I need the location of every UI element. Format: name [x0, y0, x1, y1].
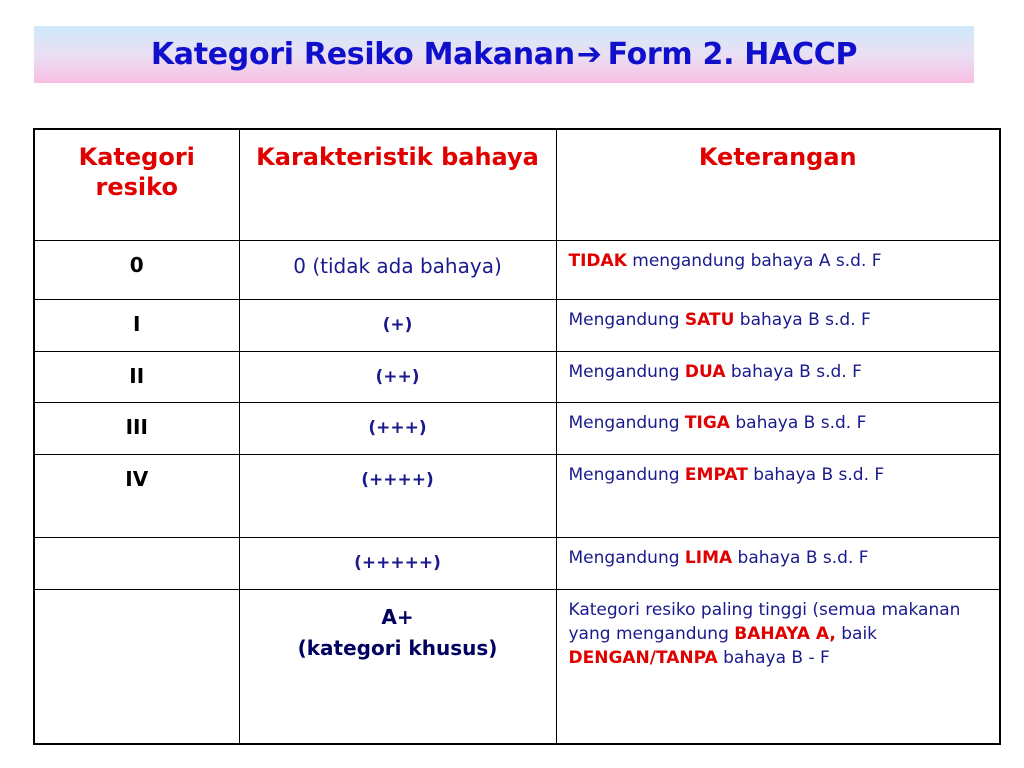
category-cell: IV [34, 454, 239, 537]
title-part2: Form 2. HACCP [607, 37, 858, 72]
table-row [34, 537, 1000, 589]
desc-highlight: EMPAT [684, 464, 748, 485]
desc-post: bahaya B s.d. F [734, 309, 871, 330]
characteristic-cell: (+) [239, 299, 556, 351]
table-row-special [34, 589, 1000, 744]
arrow-right-icon: ➔ [576, 37, 602, 72]
category-cell: III [34, 402, 239, 454]
desc-highlight: DUA [684, 361, 726, 382]
header-karakteristik-bahaya: Karakteristik bahaya [239, 129, 556, 240]
title-banner [34, 26, 974, 83]
characteristic-cell: (+++++) [239, 537, 556, 589]
title-part1: Kategori Resiko Makanan [150, 37, 575, 72]
desc-post: bahaya B - F [717, 647, 830, 668]
desc-pre: Mengandung [568, 464, 685, 485]
header-kategori-resiko: Kategori resiko [34, 129, 239, 240]
desc-highlight: SATU [684, 309, 735, 330]
category-cell: II [34, 351, 239, 402]
desc-post: bahaya B s.d. F [732, 547, 869, 568]
description-cell [556, 537, 1000, 589]
description-cell [556, 454, 1000, 537]
table-row [34, 454, 1000, 537]
characteristic-line1: A+ [381, 604, 414, 629]
desc-highlight-bahaya-a: BAHAYA A [734, 623, 830, 644]
desc-pre: Mengandung [568, 412, 685, 433]
table-row [34, 240, 1000, 299]
risk-category-table [33, 128, 1001, 745]
desc-pre: Kategori resiko paling tinggi (semua makanan yang mengandung [568, 599, 961, 644]
characteristic-cell: (++++) [239, 454, 556, 537]
desc-post: bahaya B s.d. F [747, 464, 885, 485]
characteristic-line2: (kategori khusus) [297, 635, 498, 660]
desc-comma: , [829, 623, 836, 644]
desc-highlight-dengan-tanpa: DENGAN/TANPA [568, 647, 718, 668]
desc-post: mengandung bahaya A s.d. F [626, 250, 882, 271]
page-title [151, 37, 857, 72]
category-cell: I [34, 299, 239, 351]
description-cell [556, 402, 1000, 454]
table-row [34, 351, 1000, 402]
desc-mid: baik [835, 623, 878, 644]
characteristic-cell: (++) [239, 351, 556, 402]
table-header-row [34, 129, 1000, 240]
category-cell: 0 [34, 240, 239, 299]
description-cell [556, 299, 1000, 351]
table-row [34, 299, 1000, 351]
desc-post: bahaya B s.d. F [725, 361, 862, 382]
category-cell [34, 537, 239, 589]
header-keterangan: Keterangan [556, 129, 1000, 240]
desc-highlight: TIDAK [568, 250, 627, 271]
category-cell [34, 589, 239, 744]
characteristic-cell: (+++) [239, 402, 556, 454]
description-cell [556, 589, 1000, 744]
desc-pre: Mengandung [568, 547, 685, 568]
table-row [34, 402, 1000, 454]
description-cell [556, 240, 1000, 299]
characteristic-cell: 0 (tidak ada bahaya) [239, 240, 556, 299]
characteristic-cell [239, 589, 556, 744]
desc-highlight: LIMA [684, 547, 733, 568]
description-cell [556, 351, 1000, 402]
desc-post: bahaya B s.d. F [729, 412, 867, 433]
desc-pre: Mengandung [568, 309, 685, 330]
desc-pre: Mengandung [568, 361, 685, 382]
desc-highlight: TIGA [684, 412, 730, 433]
